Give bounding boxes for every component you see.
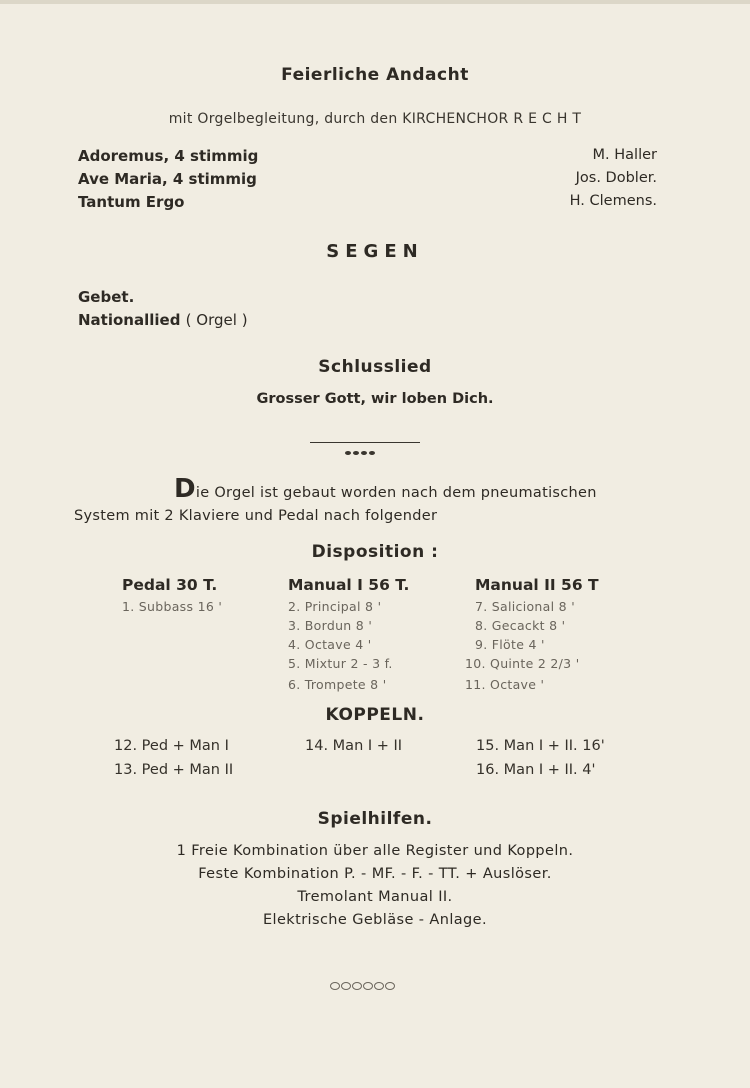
page-title: Feierliche Andacht	[281, 65, 469, 85]
stop-8: 8. Gecackt 8 '	[475, 618, 566, 633]
pedal-head: Pedal 30 T.	[122, 576, 218, 594]
stop-4: 4. Octave 4 '	[288, 637, 372, 652]
manual-1-head: Manual I 56 T.	[288, 576, 410, 594]
nationallied-item	[78, 311, 248, 329]
stop-11: 11. Octave '	[465, 677, 545, 692]
divider-ornament	[344, 440, 384, 445]
end-ornament	[330, 982, 400, 994]
stop-10: 10. Quinte 2 2/3 '	[465, 656, 580, 671]
disposition-heading: Disposition :	[311, 542, 439, 562]
nationallied-label: Nationallied	[78, 311, 181, 329]
stop-3: 3. Bordun 8 '	[288, 618, 373, 633]
program-composer-1: M. Haller	[592, 147, 657, 163]
coupler-14: 14. Man I + II	[305, 738, 403, 754]
spielhilfen-heading: Spielhilfen.	[317, 809, 433, 829]
spielhilfe-4: Elektrische Gebläse - Anlage.	[263, 912, 487, 928]
stop-7: 7. Salicional 8 '	[475, 599, 575, 614]
segen-heading: SEGEN	[326, 241, 424, 262]
stop-9: 9. Flöte 4 '	[475, 637, 545, 652]
spielhilfe-1: 1 Freie Kombination über alle Register und Koppeln.	[176, 843, 574, 859]
coupler-15: 15. Man I + II. 16'	[476, 738, 605, 754]
program-composer-2: Jos. Dobler.	[575, 170, 657, 186]
gebet-item: Gebet.	[78, 288, 135, 306]
intro-line-2: System mit 2 Klaviere und Pedal nach folgender	[74, 508, 438, 524]
spielhilfe-2: Feste Kombination P. - MF. - F. - TT. + Auslöser.	[198, 866, 552, 882]
program-composer-3: H. Clemens.	[569, 193, 657, 209]
nationallied-note: ( Orgel )	[185, 311, 248, 329]
stop-5: 5. Mixtur 2 - 3 f.	[288, 656, 393, 671]
stop-2: 2. Principal 8 '	[288, 599, 382, 614]
stop-6: 6. Trompete 8 '	[288, 677, 387, 692]
page-top-edge	[0, 0, 750, 4]
coupler-13: 13. Ped + Man II	[114, 762, 234, 778]
spielhilfe-3: Tremolant Manual II.	[297, 889, 453, 905]
stop-1: 1. Subbass 16 '	[122, 599, 223, 614]
schlusslied-song: Grosser Gott, wir loben Dich.	[256, 391, 494, 407]
dropcap: D	[174, 474, 196, 504]
manual-2-head: Manual II 56 T	[475, 576, 599, 594]
program-work-2: Ave Maria, 4 stimmig	[78, 170, 257, 188]
subheading: mit Orgelbegleitung, durch den KIRCHENCHOR R E C H T	[168, 111, 582, 127]
program-work-1: Adoremus, 4 stimmig	[78, 147, 259, 165]
schlusslied-heading: Schlusslied	[318, 357, 432, 377]
coupler-12: 12. Ped + Man I	[114, 738, 229, 754]
intro-line-1-text: ie Orgel ist gebaut worden nach dem pneumatischen	[195, 485, 597, 501]
intro-line-1	[174, 476, 597, 502]
program-work-3: Tantum Ergo	[78, 193, 185, 211]
coupler-16: 16. Man I + II. 4'	[476, 762, 596, 778]
koppeln-heading: KOPPELN.	[325, 705, 425, 725]
